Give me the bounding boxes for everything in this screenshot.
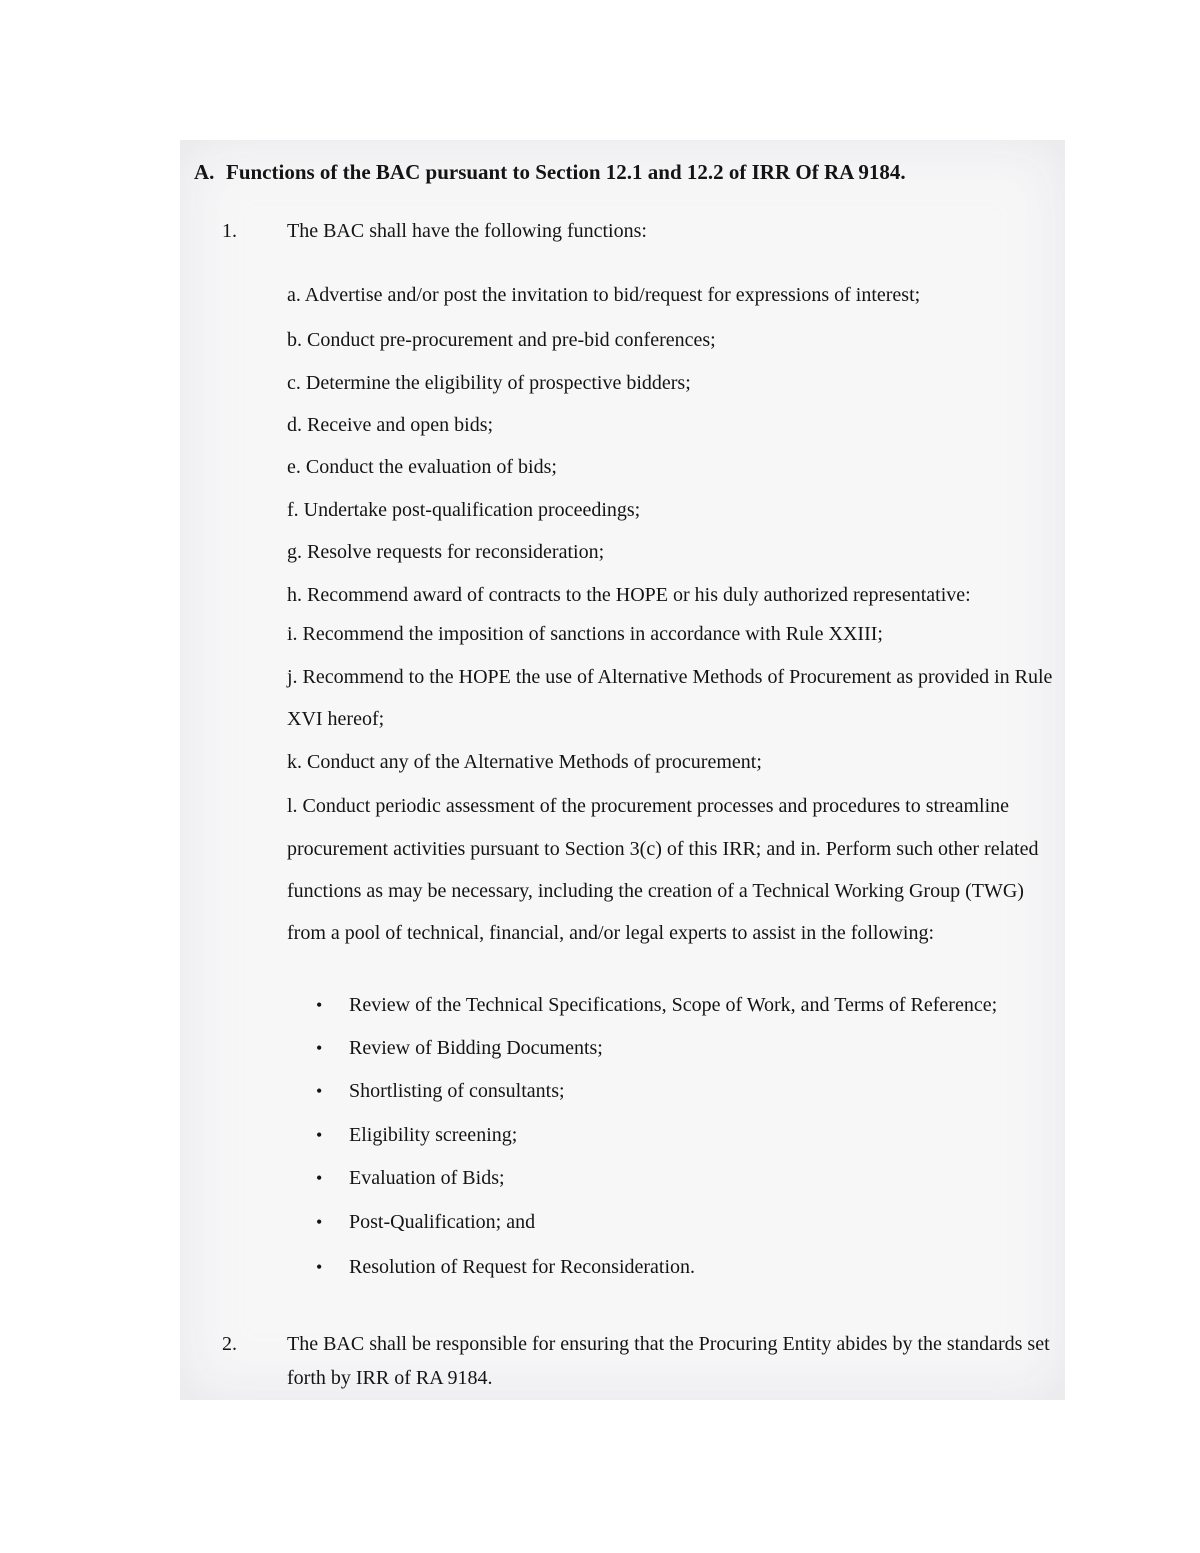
twg-bullet-item: • Review of Bidding Documents; bbox=[316, 1037, 603, 1059]
twg-bullet-item: • Evaluation of Bids; bbox=[316, 1167, 505, 1189]
function-i: i. Recommend the imposition of sanctions in accordance with Rule XXIII; bbox=[287, 623, 883, 645]
twg-bullet-item: • Resolution of Request for Reconsideration. bbox=[316, 1256, 696, 1278]
item-number-1: 1. bbox=[222, 220, 237, 242]
function-d: d. Receive and open bids; bbox=[287, 414, 494, 436]
function-a: a. Advertise and/or post the invitation to bid/request for expressions of interest; bbox=[287, 284, 921, 306]
function-l: l. Conduct periodic assessment of the procurement processes and procedures to streamline bbox=[287, 795, 1010, 817]
function-f: f. Undertake post-qualification proceedings; bbox=[287, 499, 641, 521]
function-l-continued-3: from a pool of technical, financial, and/or legal experts to assist in the following: bbox=[287, 922, 935, 944]
bullet-icon: • bbox=[316, 995, 323, 1015]
function-k: k. Conduct any of the Alternative Methods of procurement; bbox=[287, 751, 762, 773]
item-2-line-1: The BAC shall be responsible for ensuring that the Procuring Entity abides by the standards set bbox=[287, 1333, 1050, 1355]
function-e: e. Conduct the evaluation of bids; bbox=[287, 456, 557, 478]
bullet-icon: • bbox=[316, 1038, 323, 1058]
function-j: j. Recommend to the HOPE the use of Alternative Methods of Procurement as provided in Rule bbox=[287, 666, 1053, 688]
bullet-icon: • bbox=[316, 1125, 323, 1145]
function-c: c. Determine the eligibility of prospective bidders; bbox=[287, 372, 691, 394]
function-h: h. Recommend award of contracts to the HOPE or his duly authorized representative: bbox=[287, 584, 971, 606]
item-number-2: 2. bbox=[222, 1333, 237, 1355]
bullet-icon: • bbox=[316, 1257, 323, 1277]
bullet-icon: • bbox=[316, 1168, 323, 1188]
twg-bullet-item: • Shortlisting of consultants; bbox=[316, 1080, 565, 1102]
item-1-intro: The BAC shall have the following functions: bbox=[287, 220, 647, 242]
function-l-continued-2: functions as may be necessary, including the creation of a Technical Working Group (TWG) bbox=[287, 880, 1024, 902]
bullet-icon: • bbox=[316, 1212, 323, 1232]
item-2-line-2: forth by IRR of RA 9184. bbox=[287, 1367, 493, 1389]
section-letter: A. bbox=[194, 160, 215, 184]
twg-bullet-item: • Review of the Technical Specifications, Scope of Work, and Terms of Reference; bbox=[316, 994, 998, 1016]
twg-bullet-item: • Post-Qualification; and bbox=[316, 1211, 536, 1233]
function-g: g. Resolve requests for reconsideration; bbox=[287, 541, 605, 563]
function-b: b. Conduct pre-procurement and pre-bid conferences; bbox=[287, 329, 716, 351]
function-l-continued-1: procurement activities pursuant to Section 3(c) of this IRR; and in. Perform such other related bbox=[287, 838, 1039, 860]
twg-bullet-item: • Eligibility screening; bbox=[316, 1124, 518, 1146]
function-j-continued: XVI hereof; bbox=[287, 708, 385, 730]
bullet-icon: • bbox=[316, 1081, 323, 1101]
section-heading bbox=[194, 160, 906, 185]
section-title: Functions of the BAC pursuant to Section 12.1 and 12.2 of IRR Of RA 9184. bbox=[226, 160, 906, 184]
